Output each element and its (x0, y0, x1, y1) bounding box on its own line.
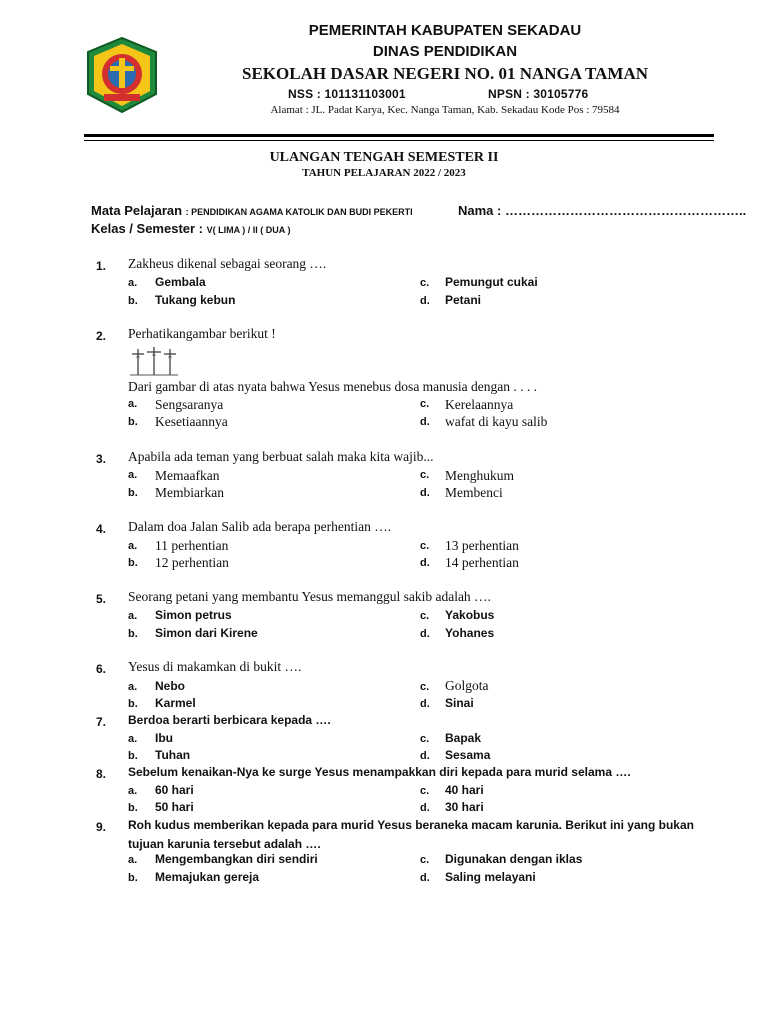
question-text: Roh kudus memberikan kepada para murid Yesus beraneka macam karunia. Berikut ini yang bukan tujuan karunia tersebut adalah …. (128, 818, 694, 851)
question-number: 6. (96, 662, 107, 676)
question-number: 9. (96, 820, 107, 834)
question-number: 4. (96, 522, 107, 536)
option-text: Digunakan dengan iklas (445, 852, 583, 866)
question-text: Perhatikangambar berikut ! (128, 326, 276, 341)
question-number: 5. (96, 592, 107, 606)
option-text: 14 perhentian (445, 555, 519, 570)
option-text: Petani (445, 293, 482, 307)
option-letter: b. (128, 698, 138, 710)
option-text: Pemungut cukai (445, 275, 538, 289)
option-letter: c. (420, 785, 430, 797)
option-text: 40 hari (445, 783, 484, 797)
class-value: V( LIMA ) / II ( DUA ) (206, 225, 291, 235)
option-text: Bapak (445, 731, 482, 745)
option-letter: b. (128, 872, 138, 884)
question-number: 8. (96, 767, 107, 781)
option-letter: a. (128, 398, 138, 410)
option-text: Saling melayani (445, 870, 536, 884)
option-text: Menghukum (445, 468, 514, 483)
letterhead-department: DINAS PENDIDIKAN (372, 43, 518, 60)
option-letter: a. (128, 469, 138, 481)
letterhead-divider-thin (84, 140, 714, 141)
option-letter: c. (420, 610, 430, 622)
class-label: Kelas / Semester : (91, 221, 204, 236)
option-text: Membenci (445, 485, 503, 500)
crucifixion-image-icon (130, 346, 178, 376)
option-text: Karmel (155, 696, 196, 710)
option-letter: a. (128, 785, 138, 797)
option-letter: a. (128, 610, 138, 622)
option-text: wafat di kayu salib (445, 414, 548, 429)
option-letter: a. (128, 540, 138, 552)
option-text: 30 hari (445, 800, 484, 814)
class-line (91, 221, 290, 236)
option-text: Membiarkan (155, 485, 224, 500)
option-text: Yohanes (445, 626, 495, 640)
question-number: 3. (96, 452, 107, 466)
letterhead-nss: NSS : 101131103001 (288, 87, 406, 101)
option-letter: a. (128, 854, 138, 866)
exam-title: ULANGAN TENGAH SEMESTER II (269, 150, 499, 165)
option-letter: d. (420, 872, 430, 884)
option-letter: a. (128, 733, 138, 745)
option-text: Sesama (445, 748, 491, 762)
question-number: 1. (96, 259, 107, 273)
letterhead-npsn: NPSN : 30105776 (488, 87, 589, 101)
option-letter: d. (420, 487, 430, 499)
option-letter: b. (128, 628, 138, 640)
option-letter: a. (128, 277, 138, 289)
option-text: 12 perhentian (155, 555, 229, 570)
option-text: Yakobus (445, 608, 495, 622)
student-name-field: Nama : ……………………………………………….. (458, 203, 747, 218)
option-letter: d. (420, 698, 430, 710)
option-letter: a. (128, 681, 138, 693)
letterhead-government: PEMERINTAH KABUPATEN SEKADAU (308, 22, 582, 39)
subject-label: Mata Pelajaran (91, 203, 183, 218)
question-number: 2. (96, 329, 107, 343)
option-letter: c. (420, 469, 430, 481)
option-text: Simon petrus (155, 608, 232, 622)
option-text: Memajukan gereja (155, 870, 260, 884)
question-text-continued: Dari gambar di atas nyata bahwa Yesus menebus dosa manusia dengan . . . . (128, 379, 538, 394)
option-text: Gembala (155, 275, 206, 289)
option-text: Simon dari Kirene (155, 626, 258, 640)
question-text: Apabila ada teman yang berbuat salah maka kita wajib... (128, 449, 434, 464)
letterhead-divider-thick (84, 134, 714, 137)
regency-crest-icon (86, 36, 158, 114)
option-letter: d. (420, 750, 430, 762)
option-text: Memaafkan (155, 468, 220, 483)
question-text: Dalam doa Jalan Salib ada berapa perhentian …. (128, 519, 392, 534)
question-text: Seorang petani yang membantu Yesus memanggul sakib adalah …. (128, 589, 491, 604)
option-letter: b. (128, 487, 138, 499)
option-text: Ibu (155, 731, 173, 745)
option-letter: b. (128, 416, 138, 428)
subject-line (91, 203, 413, 218)
option-letter: b. (128, 750, 138, 762)
option-text: Nebo (155, 679, 185, 693)
option-text: Sinai (445, 696, 474, 710)
option-text: Tuhan (155, 748, 191, 762)
letterhead-address: Alamat : JL. Padat Karya, Kec. Nanga Taman, Kab. Sekadau Kode Pos : 79584 (270, 104, 620, 116)
option-text: Kesetiaannya (155, 414, 228, 429)
option-text: 11 perhentian (155, 538, 229, 553)
option-text: Golgota (445, 678, 489, 693)
option-letter: c. (420, 854, 430, 866)
question-text: Berdoa berarti berbicara kepada …. (128, 713, 331, 727)
option-letter: d. (420, 295, 430, 307)
option-text: 50 hari (155, 800, 194, 814)
option-letter: d. (420, 557, 430, 569)
letterhead-school-name: SEKOLAH DASAR NEGERI NO. 01 NANGA TAMAN (242, 64, 648, 83)
subject-value: : PENDIDIKAN AGAMA KATOLIK DAN BUDI PEKERTI (185, 207, 413, 217)
question-number: 7. (96, 715, 107, 729)
option-text: 13 perhentian (445, 538, 519, 553)
option-letter: c. (420, 681, 430, 693)
option-letter: b. (128, 802, 138, 814)
option-letter: d. (420, 416, 430, 428)
question-text: Sebelum kenaikan-Nya ke surge Yesus menampakkan diri kepada para murid selama …. (128, 765, 631, 779)
option-letter: d. (420, 628, 430, 640)
option-text: Mengembangkan diri sendiri (155, 852, 318, 866)
question-text: Zakheus dikenal sebagai seorang …. (128, 256, 327, 271)
option-text: Kerelaannya (445, 397, 514, 412)
option-letter: c. (420, 398, 430, 410)
option-letter: d. (420, 802, 430, 814)
option-text: Tukang kebun (155, 293, 236, 307)
option-letter: c. (420, 733, 430, 745)
option-text: 60 hari (155, 783, 194, 797)
question-text: Yesus di makamkan di bukit …. (128, 659, 302, 674)
exam-year: TAHUN PELAJARAN 2022 / 2023 (302, 167, 466, 179)
option-letter: c. (420, 277, 430, 289)
option-letter: b. (128, 557, 138, 569)
option-text: Sengsaranya (155, 397, 224, 412)
option-letter: c. (420, 540, 430, 552)
option-letter: b. (128, 295, 138, 307)
